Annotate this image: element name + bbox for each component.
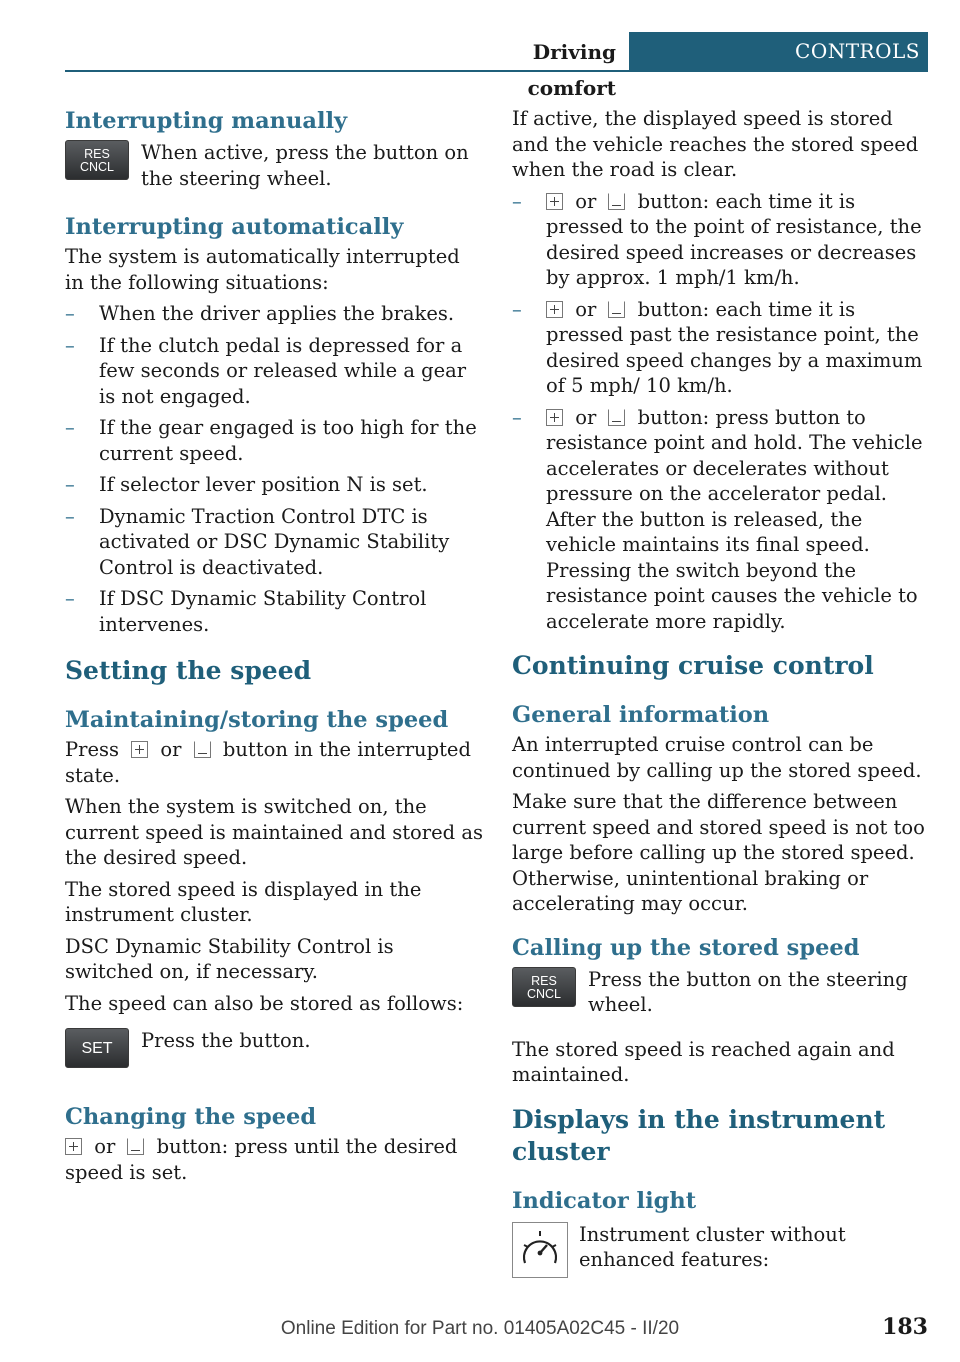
calling-up-paragraph: The stored speed is reached again and maintained. bbox=[512, 1037, 895, 1086]
list-item-text: button: each time it is pressed past the resistance point, the desired speed changes by a maximum of 5 mph/ 10 km/h. bbox=[546, 297, 923, 397]
list-item: – When the driver applies the brakes. bbox=[65, 301, 483, 327]
maintaining-paragraph: The speed can also be stored as follows: bbox=[65, 991, 464, 1015]
header-section-title: Driving comfort bbox=[527, 40, 616, 100]
minus-button-icon bbox=[608, 193, 625, 210]
heading-calling-up-speed: Calling up the stored speed bbox=[512, 934, 860, 961]
list-item: – Dynamic Traction Control DTC is activated or DSC Dynamic Stability Control is deactivated. bbox=[65, 504, 483, 581]
list-item bbox=[512, 405, 928, 635]
set-button-text: Press the button. bbox=[141, 1029, 311, 1052]
interrupting-auto-intro: The system is automatically interrupted in the following situations: bbox=[65, 245, 460, 294]
res-label: RES bbox=[84, 147, 110, 161]
list-item: – If the clutch pedal is depressed for a few seconds or released while a gear is not engaged. bbox=[65, 333, 483, 410]
plus-button-icon bbox=[131, 741, 148, 758]
cncl-label: CNCL bbox=[79, 160, 115, 174]
cncl-label: CNCL bbox=[526, 986, 562, 1001]
minus-button-icon bbox=[127, 1138, 144, 1155]
general-paragraph: An interrupted cruise control can be continued by calling up the stored speed. bbox=[512, 733, 922, 782]
list-item: – If DSC Dynamic Stability Control intervenes. bbox=[65, 586, 483, 637]
maintaining-press-rest: button in the interrupted state. bbox=[65, 738, 471, 787]
list-item bbox=[512, 189, 928, 291]
changing-speed-rest: button: press until the desired speed is set. bbox=[65, 1135, 458, 1184]
maintaining-paragraph: The stored speed is displayed in the instrument cluster. bbox=[65, 877, 422, 926]
list-item-text: button: each time it is pressed to the point of resistance, the desired speed increases or decreases by approx. 1 mph/1 km/h. bbox=[546, 189, 922, 289]
heading-general-information: General information bbox=[512, 702, 770, 728]
res-cncl-button-icon bbox=[512, 967, 576, 1007]
minus-button-icon bbox=[194, 741, 211, 758]
list-item: – If the gear engaged is too high for the current speed. bbox=[65, 415, 483, 466]
maintaining-paragraph: DSC Dynamic Stability Control is switched on, if necessary. bbox=[65, 934, 394, 983]
general-paragraph: Make sure that the difference between current speed and stored speed is not too large before calling up the stored speed. Otherwise, unintentional braking or accelerating may occur. bbox=[512, 790, 925, 915]
heading-interrupting-manually: Interrupting manually bbox=[65, 108, 348, 134]
or-label: or bbox=[94, 1135, 116, 1158]
list-item-text: button: press button to resistance point and hold. The vehicle accelerates or decelerates without pressure on the accelerator pedal. After the button is released, the vehicle maintains its final speed. Pressing the switch beyond the resistance point causes the vehicle to accelerate more rapidly. bbox=[546, 405, 923, 633]
or-label: or bbox=[160, 738, 182, 761]
header-chapter-tab: CONTROLS bbox=[629, 32, 928, 70]
set-button-block bbox=[65, 1028, 483, 1084]
list-item bbox=[512, 297, 928, 399]
heading-setting-the-speed: Setting the speed bbox=[65, 656, 312, 685]
heading-interrupting-automatically: Interrupting automatically bbox=[65, 214, 404, 240]
calling-up-block bbox=[512, 967, 928, 1027]
changing-speed-text bbox=[65, 1134, 483, 1185]
interrupting-manually-text: When active, press the button on the steering wheel. bbox=[141, 141, 469, 190]
set-button-icon: SET bbox=[65, 1028, 129, 1068]
res-label: RES bbox=[531, 973, 557, 988]
heading-indicator-light: Indicator light bbox=[512, 1187, 697, 1214]
or-label: or bbox=[575, 189, 597, 213]
speed-adjust-list bbox=[512, 189, 928, 635]
res-cncl-button-icon bbox=[65, 140, 129, 180]
calling-up-text: Press the button on the steering wheel. bbox=[588, 967, 908, 1016]
maintaining-paragraph: When the system is switched on, the current speed is maintained and stored as the desired speed. bbox=[65, 795, 483, 869]
or-label: or bbox=[575, 297, 597, 321]
right-column bbox=[512, 106, 928, 1282]
header-rule bbox=[65, 70, 928, 72]
interrupting-manually-block bbox=[65, 140, 483, 200]
plus-button-icon bbox=[546, 409, 563, 426]
right-intro: If active, the displayed speed is stored and the vehicle reaches the stored speed when the road is clear. bbox=[512, 107, 919, 181]
page-number: 183 bbox=[882, 1314, 928, 1340]
list-item: – If selector lever position N is set. bbox=[65, 472, 483, 498]
left-column bbox=[65, 106, 483, 1185]
indicator-light-block bbox=[512, 1222, 928, 1282]
heading-displays-instrument-cluster: Displays in the instrument cluster bbox=[512, 1104, 886, 1166]
plus-button-icon bbox=[546, 193, 563, 210]
heading-changing-speed: Changing the speed bbox=[65, 1104, 317, 1130]
heading-continuing-cruise-control: Continuing cruise control bbox=[512, 651, 874, 680]
footer-edition-text: Online Edition for Part no. 01405A02C45 - II/20 bbox=[280, 1318, 680, 1339]
or-label: or bbox=[575, 405, 597, 429]
plus-button-icon bbox=[65, 1138, 82, 1155]
interrupting-auto-list bbox=[65, 301, 483, 637]
heading-maintaining-storing: Maintaining/storing the speed bbox=[65, 707, 449, 733]
minus-button-icon bbox=[608, 409, 625, 426]
maintaining-press-text bbox=[65, 737, 483, 788]
press-label: Press bbox=[65, 738, 119, 761]
plus-button-icon bbox=[546, 301, 563, 318]
indicator-light-text: Instrument cluster without enhanced features: bbox=[579, 1222, 846, 1271]
cruise-control-indicator-icon bbox=[512, 1222, 568, 1278]
minus-button-icon bbox=[608, 301, 625, 318]
